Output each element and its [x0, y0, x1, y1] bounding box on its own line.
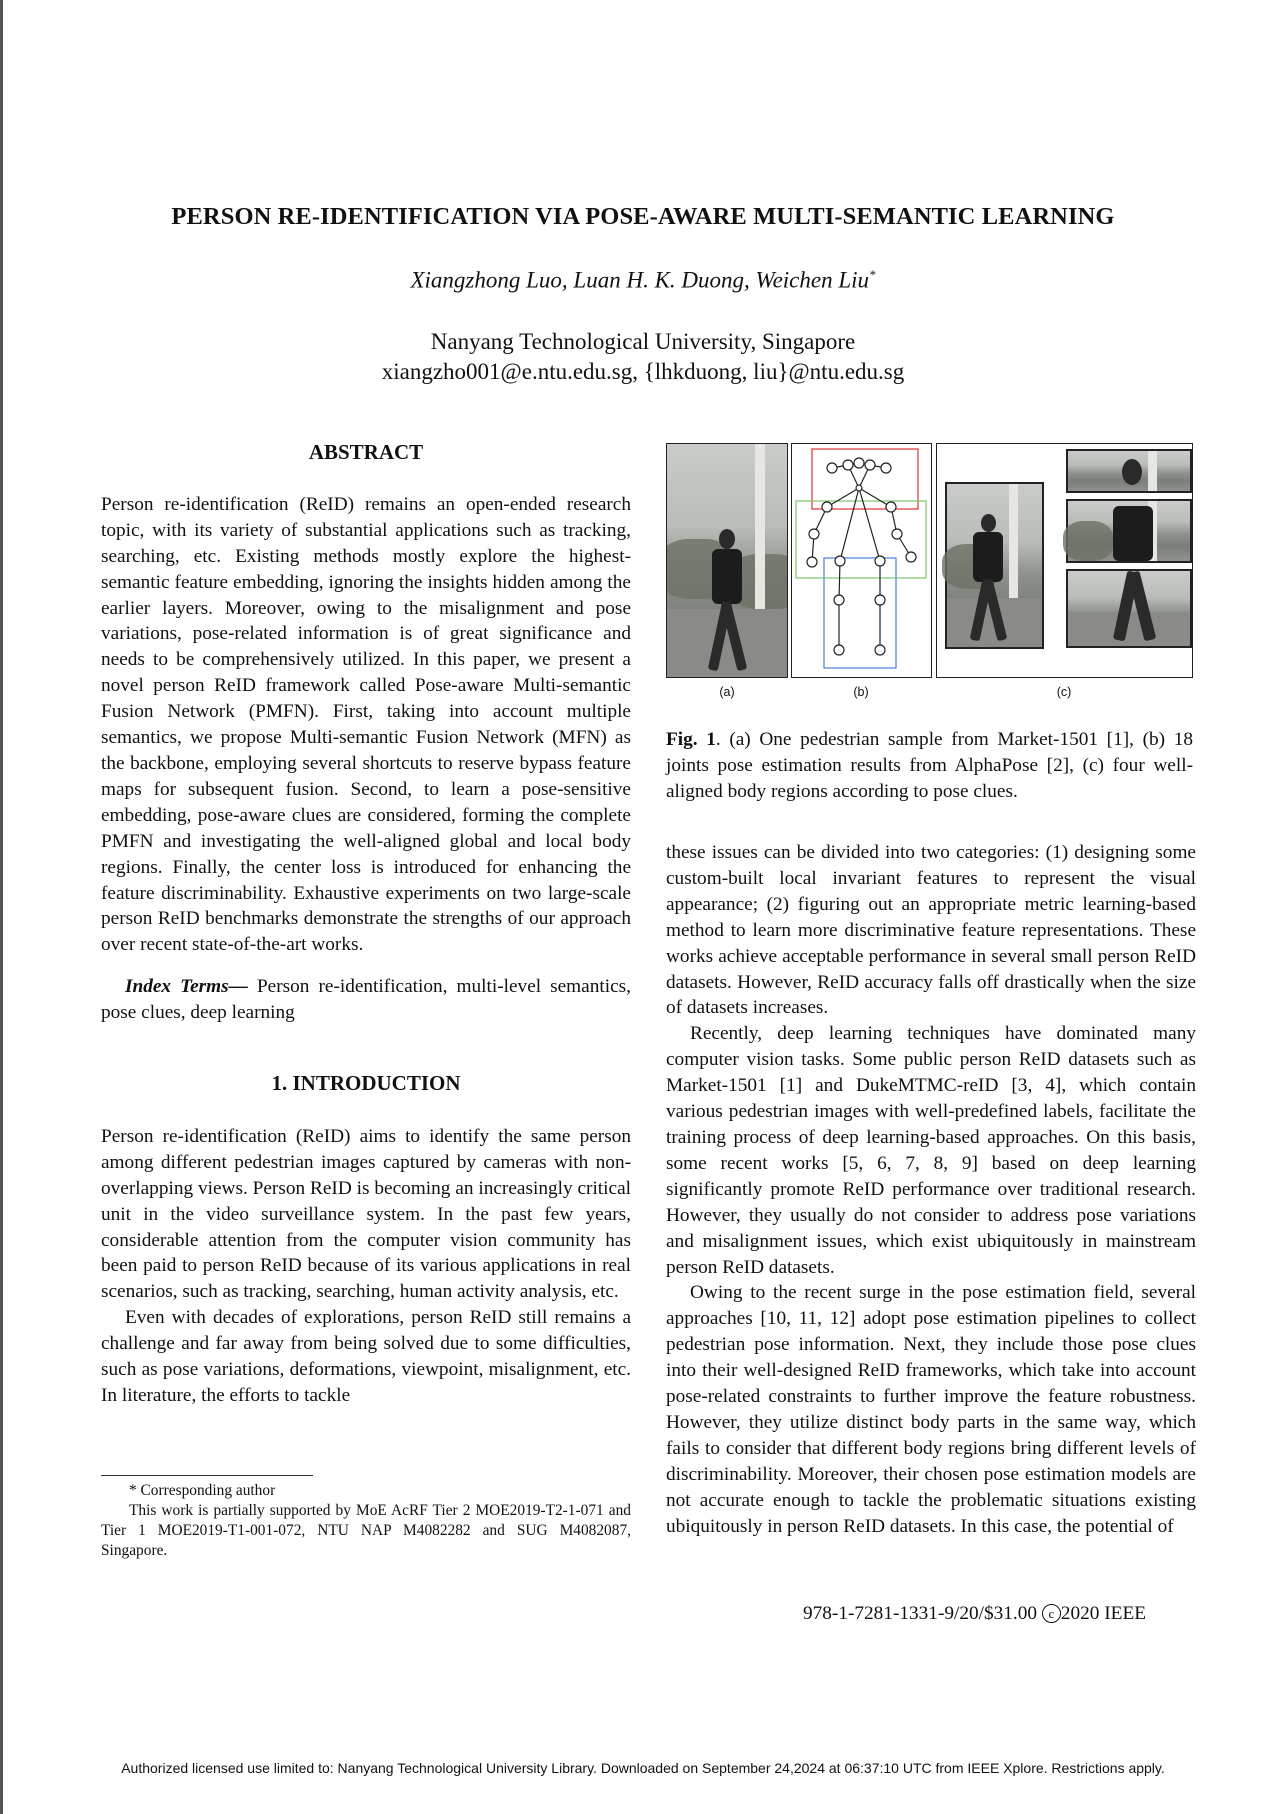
- footnotes: [101, 1481, 631, 1561]
- right-paragraph-3: Owing to the recent surge in the pose estimation field, several approaches [10, 11, 12] adopt pose estimation pipelines to collect pedestrian pose information. Next, they include those pose clues into their well-designed ReID frameworks, which take into account pose-related constraints to further improve the feature robustness. However, they utilize distinct body parts in the same way, which fails to consider that different body regions bring different levels of discriminability. Moreover, their chosen pose estimation models are not accurate enough to tackle the problematic situations existing ubiquitously in person ReID datasets. In this case, the potential of: [666, 1282, 1196, 1537]
- right-paragraph-1: these issues can be divided into two categories: (1) designing some custom-built local invariant features to represent the visual appearance; (2) figuring out an appropriate metric learning-based method to learn more discriminative feature representations. These works achieve acceptable performance in several small person ReID datasets. However, ReID accuracy falls off drastically when the size of datasets increases.: [666, 842, 1196, 1019]
- right-column: [666, 840, 1196, 1539]
- abstract-text: Person re-identification (ReID) remains an open-ended research topic, with its variety of substantial applications such as tracking, searching, etc. Existing methods mostly explore the highest-semantic feature embedding, ignoring the insights hidden among the earlier layers. Moreover, owing to the misalignment and pose variations, pose-related information is of great significance and needs to be comprehensively utilized. In this paper, we present a novel person ReID framework called Pose-aware Multi-semantic Fusion Network (PMFN). First, taking into account multiple semantics, we propose Multi-semantic Fusion Network (MFN) as the backbone, employing several shortcuts to reserve bypass feature maps for subsequent fusion. Second, to learn a pose-sensitive embedding, pose-aware clues are considered, forming the complete PMFN and investigating the well-aligned global and local body regions. Finally, the center loss is introduced for enhancing the feature discriminability. Exhaustive experiments on two large-scale person ReID benchmarks demonstrate the strengths of our approach over recent state-of-the-art works.: [101, 493, 631, 956]
- copyright-symbol: c: [1042, 1604, 1061, 1623]
- pose-skeleton-diagram: [792, 444, 931, 677]
- figure-panel-c-body-regions: [936, 443, 1193, 678]
- lower-body-region-crop: [1066, 569, 1192, 648]
- figure-1-caption: [666, 727, 1193, 805]
- corresponding-mark: *: [869, 267, 876, 282]
- author-list: [0, 267, 1286, 294]
- aligned-global-photo: [945, 482, 1044, 649]
- figure-label-c: (c): [1056, 685, 1072, 699]
- copyright-notice: [803, 1603, 1146, 1625]
- license-footer: Authorized licensed use limited to: Nanyang Technological University Library. Downloaded on September 24,2024 at 06:37:10 UTC from IEEE Xplore. Restrictions apply.: [121, 1760, 1165, 1776]
- figure-panel-a-photo: [666, 443, 788, 678]
- intro-paragraph-1: Person re-identification (ReID) aims to identify the same person among different pedestrian images captured by cameras with non-overlapping views. Person ReID is becoming an increasingly critical unit in the video surveillance system. In the past few years, considerable attention from the computer vision community has been paid to person ReID because of its various applications in real scenarios, such as tracking, searching, human activity analysis, etc.: [101, 1125, 631, 1303]
- pedestrian-figure: [707, 529, 757, 678]
- affiliation-block: [0, 327, 1286, 387]
- figure-label-a: (a): [719, 685, 735, 699]
- caption-tag: Fig. 1: [666, 729, 716, 750]
- paper-title: PERSON RE-IDENTIFICATION VIA POSE-AWARE MULTI-SEMANTIC LEARNING: [171, 203, 1115, 230]
- skeleton-joints: [807, 458, 916, 655]
- figure-1: [666, 443, 1193, 703]
- index-terms-text: Person re-identification, multi-level semantics, pose clues, deep learning: [101, 976, 631, 1024]
- footnote-divider: [101, 1475, 313, 1476]
- author-emails: xiangzho001@e.ntu.edu.sg, {lhkduong, liu}@ntu.edu.sg: [381, 359, 905, 384]
- footnote-funding: This work is partially supported by MoE AcRF Tier 2 MOE2019-T2-1-071 and Tier 1 MOE2019-T1-001-072, NTU NAP M4082282 and SUG M4082087, Singapore.: [101, 1502, 631, 1559]
- right-paragraph-2: Recently, deep learning techniques have dominated many computer vision tasks. Some public person ReID datasets such as Market-1501 [1] and DukeMTMC-reID [3, 4], which contain various pedestrian images with well-predefined labels, facilitate the training process of deep learning-based approaches. On this basis, some recent works [5, 6, 7, 8, 9] based on deep learning significantly promote ReID performance over traditional research. However, they usually do not consider to address pose variations and misalignment issues, which exist ubiquitously in mainstream person ReID datasets.: [666, 1023, 1196, 1278]
- upper-body-region-crop: [1066, 499, 1192, 563]
- isbn-price: 978-1-7281-1331-9/20/$31.00: [803, 1603, 1042, 1624]
- introduction-heading: 1. INTRODUCTION: [271, 1071, 461, 1096]
- abstract-heading: ABSTRACT: [308, 440, 424, 464]
- index-terms-label: Index Terms—: [125, 976, 248, 998]
- figure-label-b: (b): [853, 685, 869, 699]
- index-terms: [101, 974, 631, 1026]
- author-names: Xiangzhong Luo, Luan H. K. Duong, Weichen Liu: [410, 267, 870, 293]
- head-region-box: [812, 449, 918, 509]
- pedestrian-photo: [667, 444, 788, 678]
- left-column: [101, 440, 631, 1409]
- figure-panel-b-pose-skeleton: [791, 443, 932, 678]
- affiliation: Nanyang Technological University, Singapore: [430, 329, 856, 354]
- intro-paragraph-2: Even with decades of explorations, person ReID still remains a challenge and far away from being solved due to some difficulties, such as pose variations, deformations, viewpoint, misalignment, etc. In literature, the efforts to tackle: [101, 1307, 631, 1406]
- caption-text: . (a) One pedestrian sample from Market-1501 [1], (b) 18 joints pose estimation results from AlphaPose [2], (c) four well-aligned body regions according to pose clues.: [666, 729, 1193, 802]
- head-region-crop: [1066, 449, 1192, 493]
- upper-body-region-box: [796, 501, 926, 578]
- footnote-corresponding: * Corresponding author: [129, 1482, 276, 1499]
- copyright-year: 2020 IEEE: [1060, 1603, 1146, 1624]
